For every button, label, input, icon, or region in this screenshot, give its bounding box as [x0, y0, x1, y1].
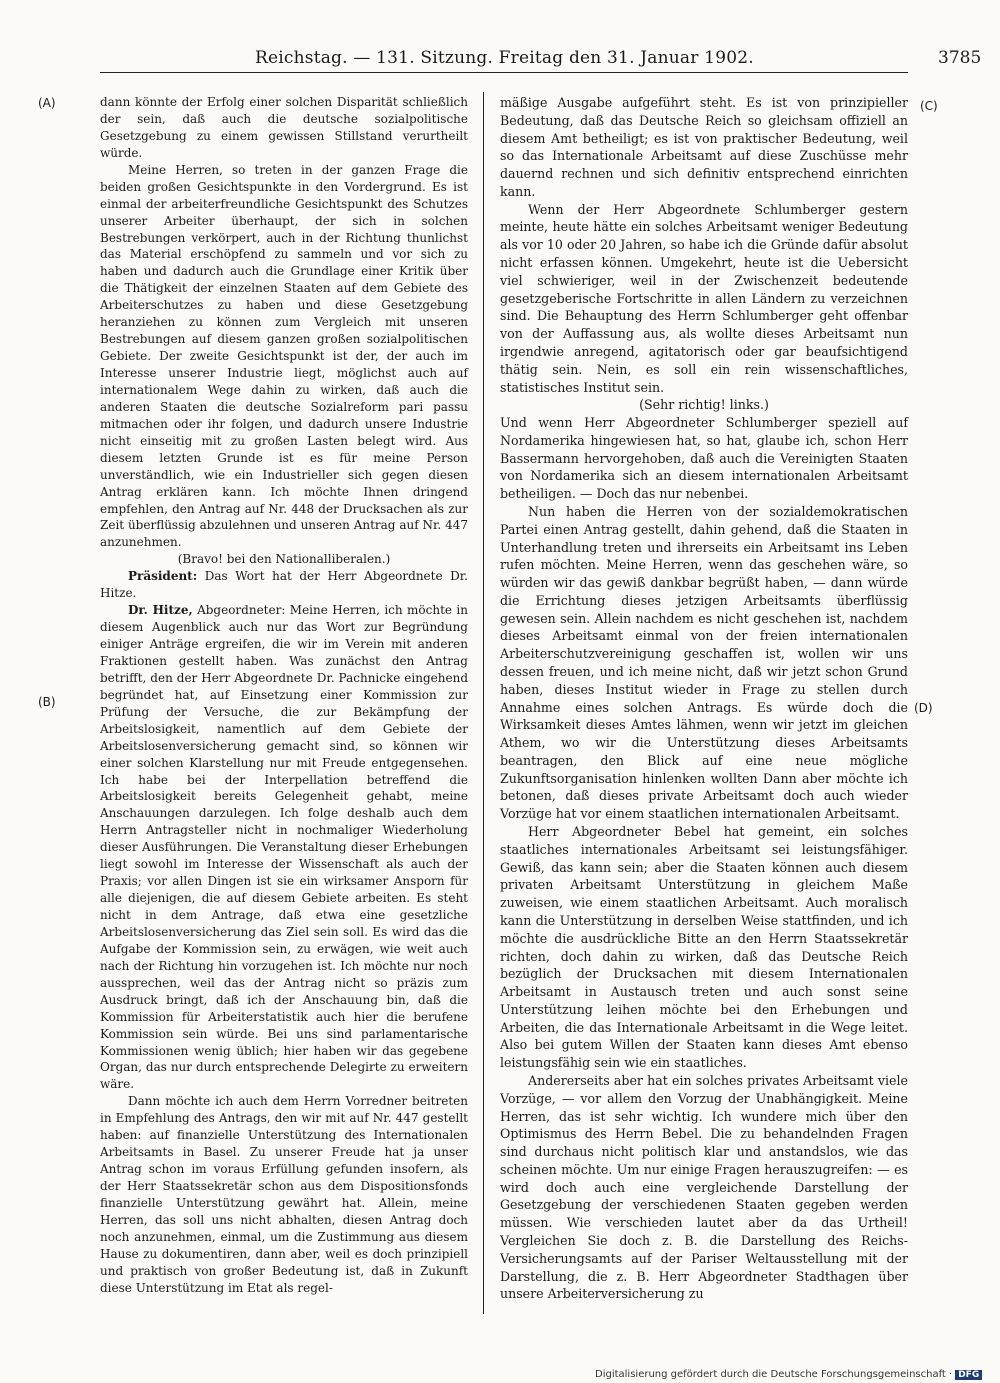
paragraph: Und wenn Herr Abgeordneter Schlumberger speziell auf Nordamerika hingewiesen hat, so hat, glaube ich, schon Herr Bassermann hervorgehoben, daß auch die Vereinigten Staaten von Nordamerika sich an diesem internationalen Arbeitsamt betheiligen. — Doch das nur nebenbei. — [500, 415, 908, 502]
header-rule — [100, 72, 908, 73]
paragraph: Nun haben die Herren von der sozialdemokratischen Partei einen Antrag gestellt, dahin gehend, daß die Staaten in Unterhandlung treten und ihrerseits ein Arbeitsamt ins Leben rufen möchten. Meine Herren, wenn das geschehen wäre, so würden wir das gewiß dankbar begrüßt haben, — dann würde die Errichtung dieses jetzigen Arbeitsamts überflüssig gewesen sein. Allein nachdem es nicht geschehen ist, nachdem dieses Arbeitsamt einmal von der freien internationalen Arbeiterschutzvereinigung geschaffen ist, wollen wir uns dessen freuen, und ich meine nicht, daß wir jetzt schon Grund haben, dieses Institut wieder in Frage zu stellen durch Annahme eines solchen Antrags. Es würde doch die Wirksamkeit dieses Amtes lähmen, wenn wir jetzt im gleichen Athem, wo wir die Unterstützung dieses Arbeitsamts beantragen, den Blick auf eine neue mögliche Zukunftsorganisation hinlenken wollten Dann aber möchte ich betonen, daß dieses private Arbeitsamt doch auch wieder Vorzüge hat vor einem staatlichen internationalen Arbeitsamt. — [500, 503, 908, 822]
footer-credit — [595, 1369, 990, 1381]
interjection: (Sehr richtig! links.) — [639, 397, 769, 413]
speaker-name: Dr. Hitze, — [128, 603, 193, 618]
paragraph: Dann möchte ich auch dem Herrn Vorredner beitreten in Empfehlung des Antrags, den wir mit auf Nr. 447 gestellt haben: auf finanzielle Unterstützung des Internationalen Arbeitsamts in Basel. Zu unserer Freude hat ja unser Antrag schon im voraus Erfüllung gefunden insofern, als der Herr Staatssekretär schon aus dem Dispositionsfonds finanzielle Unterstützung gewährt hat. Allein, meine Herren, das soll uns nicht abhalten, diesen Antrag doch noch anzunehmen, einmal, um die Zustimmung aus diesem Hause zu dokumentiren, dann aber, weil es doch prinzipiell und praktisch von großer Bedeutung ist, daß in Zukunft diese Unterstützung im Etat als regel- — [100, 1094, 468, 1295]
interjection: (Bravo! bei den Nationalliberalen.) — [177, 552, 391, 567]
paragraph: Wenn der Herr Abgeordnete Schlumberger gestern meinte, heute hätte ein solches Arbeitsamt weniger Bedeutung als vor 10 oder 20 Jahren, so habe ich die Gründe dafür absolut nicht erfassen können. Umgekehrt, heute ist die Uebersicht viel schwieriger, weil in der Zwischenzeit bedeutende gesetzgeberische Fortschritte in allen Ländern zu verzeichnen sind. Die Behauptung des Herrn Schlumberger geht offenbar von der Auffassung aus, als wollte dieses Arbeitsamt nun irgendwie anregend, agitatorisch oder gar beaufsichtigend thätig sein. Nein, es soll ein rein wissenschaftliches, statistisches Institut sein. — [500, 201, 908, 395]
paragraph: Meine Herren, so treten in der ganzen Frage die beiden großen Gesichtspunkte in den Vordergrund. Es ist einmal der arbeiterfreundliche Gesichtspunkt des Schutzes unserer Arbeiter überhaupt, der sich in solchen Bestrebungen verkörpert, auch in der Richtung thunlichst das Material erschöpfend zu sammeln und vor sich zu haben und dadurch auch die Grundlage einer Kritik über die Thätigkeit der einzelnen Staaten auf dem Gebiete des Arbeiterschutzes zu haben und diese Gesetzgebung heranziehen zu können zum Vergleich mit unseren Bestrebungen auf diesem ganzen großen sozialpolitischen Gebiete. Der zweite Gesichtspunkt ist der, der auch im Interesse unserer Industrie liegt, möglichst auch auf internationalem Wege dahin zu wirken, daß auch die anderen Staaten die deutsche Sozialreform pari passu mitmachen oder ihr folgen, und dadurch unsere Industrie nicht einseitig mit zu großen Lasten belegt wird. Aus diesem letzten Grunde ist es für meine Person unverständlich, wie ein Industrieller sich gegen diesen Antrag erklären kann. Ich möchte Ihnen dringend empfehlen, den Antrag auf Nr. 448 der Drucksachen als zur Zeit überflüssig abzulehnen und unseren Antrag auf Nr. 447 anzunehmen. — [100, 162, 468, 550]
paragraph: Herr Abgeordneter Bebel hat gemeint, ein solches staatliches internationales Arbeitsamt sei leistungsfähiger. Gewiß, das kann sein; aber die Staaten können auch diesem privaten Arbeitsamt Unterstützung in gleichem Maße zuweisen, wie einem staatlichen Arbeitsamt. Auch moralisch kann die Unterstützung in derselben Weise stattfinden, und ich möchte die ausdrückliche Bitte an den Herrn Staatssekretär richten, doch dahin zu wirken, daß das Deutsche Reich bezüglich der Drucksachen mit diesem Internationalen Arbeitsamt in Austausch treten und auch sonst seine Unterstützung leihen möchte bei den Erhebungen und Arbeiten, die das Internationale Arbeitsamt in die Wege leitet. Also bei gutem Willen der Staaten kann dieses Amt ebenso leistungsfähig sein wie ein staatliches. — [500, 824, 908, 1071]
paragraph — [100, 602, 468, 1093]
paragraph-text: Das Wort hat der Herr Abgeordnete Dr. Hitze. — [100, 569, 468, 601]
footer-text: Digitalisierung gefördert durch die Deutsche Forschungsgemeinschaft · — [595, 1369, 953, 1380]
margin-marker-a: (A) — [38, 96, 56, 110]
page-number: 3785 — [938, 48, 982, 68]
paragraph — [100, 568, 468, 602]
left-column — [100, 94, 468, 1297]
speaker-label: Präsident: — [128, 569, 198, 584]
page-title: Reichstag. — 131. Sitzung. Freitag den 31. Januar 1902. — [255, 48, 754, 68]
right-column — [500, 94, 908, 1303]
margin-marker-c: (C) — [920, 99, 938, 113]
paragraph: mäßige Ausgabe aufgeführt steht. Es ist von prinzipieller Bedeutung, daß das Deutsche Reich so gleichsam offiziell an diesem Amt betheiligt; es ist von praktischer Bedeutung, weil so das Internationale Arbeitsamt auf diese Zuschüsse mehr dauernd rechnen und sich definitiv entsprechend einrichten kann. — [500, 95, 908, 199]
margin-marker-b: (B) — [38, 695, 56, 709]
paragraph: Andererseits aber hat ein solches privates Arbeitsamt viele Vorzüge, — vor allem den Vorzug der Unabhängigkeit. Meine Herren, das ist sehr wichtig. Ich wundere mich über den Optimismus des Herrn Bebel. Die zu behandelnden Fragen sind durchaus nicht politisch klar und anstandslos, wie das scheinen möchte. Um nur einige Fragen herauszugreifen: — es wird doch auch eine vergleichende Darstellung der Gesetzgebung der verschiedenen Staaten gegeben werden müssen. Wie verschieden lautet aber da das Urtheil! Vergleichen Sie doch z. B. die Darstellung des Reichs-Versicherungsamts auf der Pariser Weltausstellung mit der Darstellung, die z. B. Herr Abgeordneter Stadthagen über unsere Arbeiterversicherung zu — [500, 1072, 908, 1302]
margin-marker-d: (D) — [914, 701, 933, 715]
paragraph: dann könnte der Erfolg einer solchen Disparität schließlich der sein, daß auch die deutsche sozialpolitische Gesetzgebung zu einem gewissen Stillstand verurtheilt würde. — [100, 95, 468, 160]
dfg-logo: DFG — [955, 1370, 982, 1380]
paragraph-text: Abgeordneter: Meine Herren, ich möchte in diesem Augenblick auch nur das Wort zur Begründung einiger Anträge ergreifen, die wir im Verein mit anderen Fraktionen gestellt haben. Was zunächst den Antrag betrifft, den der Herr Abgeordnete Dr. Pachnicke eingehend begründet hat, auf Einsetzung einer Kommission zur Prüfung der Versuche, die zur Bekämpfung der Arbeitslosigkeit, namentlich auf dem Gebiete der Arbeitslosenversicherung gemacht sind, so können wir einer solchen Klarstellung nur mit Freude entgegensehen. Ich habe bei der Interpellation betreffend die Arbeitslosigkeit bereits Gelegenheit gehabt, meine Anschauungen darzulegen. Ich folge deshalb auch dem Herrn Antragsteller nicht in nochmaliger Wiederholung dieser Ausführungen. Die Veranstaltung dieser Erhebungen liegt sowohl im Interesse der Wissenschaft als auch der Praxis; vor allen Dingen ist sie ein wirksamer Ansporn für alle diejenigen, die auf diesem Gebiete arbeiten. Es steht nicht in dem Antrage, daß etwa eine gesetzliche Arbeitslosenversicherung das Ziel sein soll. Es wird das die Aufgabe der Kommission sein, zu erwägen, wie weit auch nach der Richtung hin vorzugehen ist. Ich möchte nur noch aussprechen, weil das der Antrag nicht so präzis zum Ausdruck bringt, daß ich der Anschauung bin, daß die Kommission für Arbeiterstatistik auch hier die berufene Kommission sein würde. Bei uns sind parlamentarische Kommissionen wenig üblich; hier haben wir das gegebene Organ, das nur durch entsprechende Delegirte zu erweitern wäre. — [100, 603, 468, 1092]
page-header — [0, 44, 1000, 74]
column-divider — [483, 92, 484, 1314]
